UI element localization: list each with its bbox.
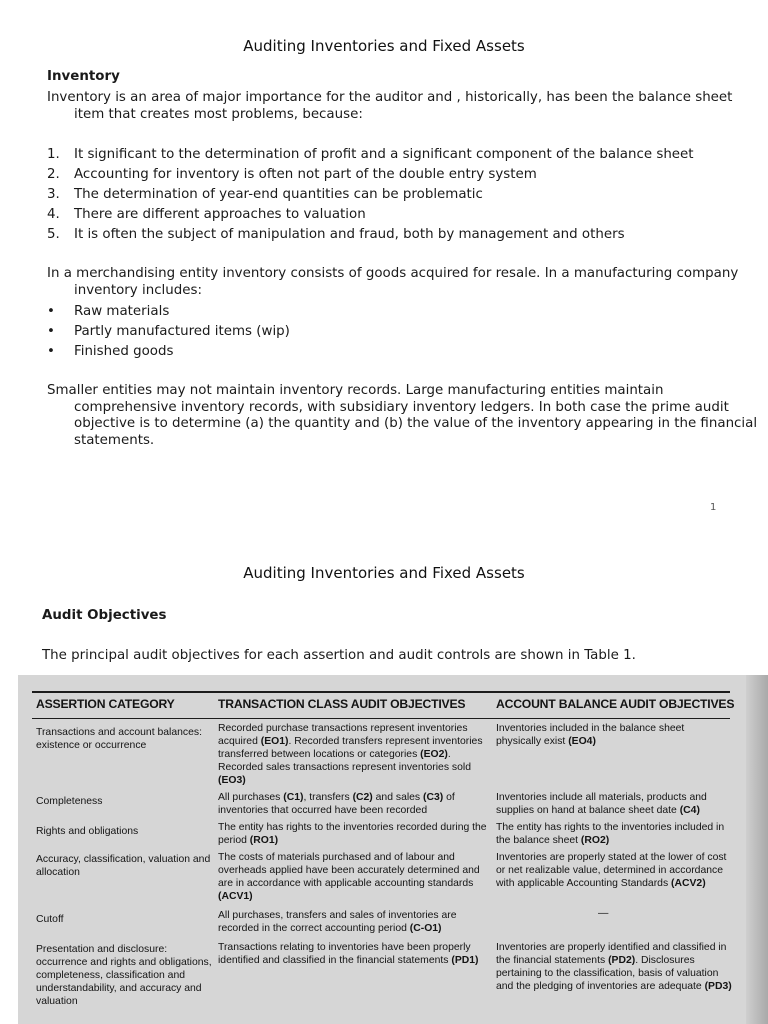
- table-cell-assertion: Cutoff: [36, 914, 64, 925]
- table-cell-transaction: [218, 822, 488, 848]
- inventory-heading: Inventory: [47, 69, 120, 84]
- list-item: 1. It significant to the determination of profit and a significant component of the balance sheet: [47, 147, 694, 162]
- table-top-rule: [32, 691, 730, 693]
- bullet-icon: •: [47, 344, 55, 359]
- objective-code: (ACV2): [671, 877, 706, 889]
- cell-text: . Recorded transfers represent inventories transferred between locations or categories: [218, 735, 483, 760]
- inventory-intro: Inventory is an area of major importance for the auditor and , historically, has been the balance sheet item that creates most problems, because:: [47, 90, 733, 122]
- cell-text: The entity has rights to the inventories included in the balance sheet: [496, 822, 725, 846]
- table-cell-assertion: Rights and obligations: [36, 826, 139, 837]
- cell-text: Inventories included in the balance sheet physically exist: [496, 723, 685, 747]
- table-cell-transaction: [218, 723, 488, 788]
- objective-code: (C2): [352, 792, 373, 803]
- table-cell-balance: [598, 908, 638, 921]
- objective-code: (EO1): [260, 735, 289, 747]
- objective-code: (PD2): [608, 954, 636, 966]
- bullet-icon: •: [47, 304, 55, 319]
- cell-text: . Disclosures pertaining to the classification, basis of valuation and the pledging of inventories are adequate: [496, 954, 719, 992]
- objective-code: (C3): [423, 792, 444, 803]
- slide-2: [0, 530, 768, 1024]
- audit-objectives-intro: The principal audit objectives for each assertion and audit controls are shown in Table 1.: [42, 648, 636, 663]
- list-item: 4. There are different approaches to valuation: [47, 207, 366, 222]
- table-cell-transaction: [218, 942, 488, 968]
- cell-text: —: [598, 908, 609, 919]
- table-cell-assertion: Accuracy, classification, valuation and allocation: [36, 854, 211, 878]
- table-cell-transaction: [218, 910, 488, 936]
- closing-paragraph: Smaller entities may not maintain inventory records. Large manufacturing entities maintain comprehensive inventory records, with subsidiary inventory ledgers. In both case the prime audit objective is to determine (a) the quantity and (b) the value of the inventory appearing in the financial statements.: [47, 383, 758, 448]
- cell-text: Inventories are properly stated at the lower of cost or net realizable value, determined in accordance with applicable Accounting Standards: [496, 852, 727, 889]
- table-cell-transaction: [218, 852, 488, 904]
- objective-code: (EO4): [568, 735, 596, 747]
- cell-text: Inventories include all materials, products and supplies on hand at balance sheet date: [496, 792, 707, 816]
- list-item: 5. It is often the subject of manipulation and fraud, both by management and others: [47, 227, 625, 242]
- column-header: ASSERTION CATEGORY: [36, 697, 175, 711]
- cell-text: All purchases, transfers and sales of inventories are recorded in the correct accounting period: [218, 910, 457, 934]
- objective-code: (C1): [283, 792, 304, 803]
- table-cell-balance: [496, 822, 732, 848]
- table-cell-assertion: Transactions and account balances: existence or occurrence: [36, 727, 202, 751]
- objective-code: (ACV1): [218, 890, 253, 902]
- page-number: 1: [710, 502, 717, 513]
- objective-code: (C4): [679, 804, 700, 816]
- objective-code: (PD1): [451, 954, 479, 966]
- objective-code: (EO2): [420, 748, 448, 760]
- table-cell-balance: [496, 723, 732, 749]
- cell-text: Recorded purchase transactions represent inventories acquired: [218, 723, 468, 747]
- scan-shadow-edge: [746, 675, 768, 1024]
- audit-objectives-table: [18, 675, 768, 1024]
- cell-text: . Recorded sales transactions represent inventories sold: [218, 748, 471, 773]
- objective-code: (EO3): [218, 774, 246, 786]
- table-cell-balance: [496, 792, 732, 818]
- slide-1-title: Auditing Inventories and Fixed Assets: [243, 37, 525, 55]
- audit-objectives-heading: Audit Objectives: [42, 608, 167, 623]
- table-cell-assertion: Completeness: [36, 796, 103, 807]
- bullet-icon: •: [47, 324, 55, 339]
- list-item: 2. Accounting for inventory is often not part of the double entry system: [47, 167, 537, 182]
- list-item: 3. The determination of year-end quantities can be problematic: [47, 187, 483, 202]
- table-cell-assertion: Presentation and disclosure: occurrence and rights and obligations, completeness, classification and understandability, and accuracy and valuation: [36, 944, 212, 1007]
- table-cell-balance: [496, 852, 732, 891]
- cell-text: Inventories are properly identified and classified in the financial statements: [496, 942, 727, 966]
- cell-text: of inventories that occurred have been recorded: [218, 792, 455, 816]
- objective-code: (PD3): [704, 980, 732, 992]
- cell-text: Transactions relating to inventories have been properly identified and classified in the financial statements: [218, 942, 471, 966]
- slide-2-title: Auditing Inventories and Fixed Assets: [243, 564, 525, 582]
- table-cell-balance: [496, 942, 732, 994]
- objective-code: (RO2): [580, 834, 610, 846]
- merchandising-paragraph: In a merchandising entity inventory consists of goods acquired for resale. In a manufacturing company inventory includes:: [47, 266, 739, 298]
- objective-code: (RO1): [249, 834, 279, 846]
- cell-text: The costs of materials purchased and of labour and overheads applied have been accurately determined and are in accordance with applicable accounting standards: [218, 852, 480, 889]
- list-item: • Partly manufactured items (wip): [47, 324, 290, 339]
- table-cell-transaction: [218, 792, 488, 818]
- cell-text: , transfers: [303, 792, 353, 803]
- cell-text: All purchases: [218, 792, 284, 803]
- column-header: TRANSACTION CLASS AUDIT OBJECTIVES: [218, 697, 466, 711]
- table-header-rule: [32, 718, 730, 719]
- column-header: ACCOUNT BALANCE AUDIT OBJECTIVES: [496, 697, 735, 711]
- objective-code: (C-O1): [409, 922, 442, 934]
- list-item: • Raw materials: [47, 304, 170, 319]
- cell-text: and sales: [372, 792, 424, 803]
- cell-text: The entity has rights to the inventories recorded during the period: [218, 822, 487, 846]
- list-item: • Finished goods: [47, 344, 174, 359]
